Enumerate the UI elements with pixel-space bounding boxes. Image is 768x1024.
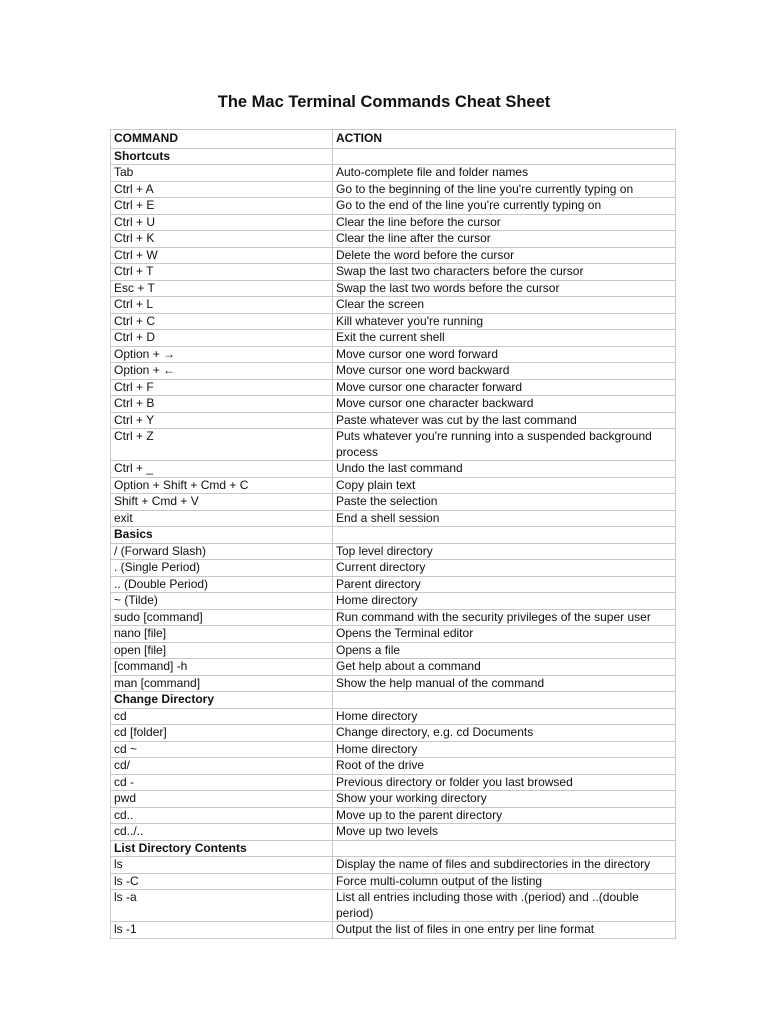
action-cell: Go to the beginning of the line you're currently typing on <box>333 181 676 198</box>
table-row <box>111 857 676 874</box>
table-row <box>111 642 676 659</box>
command-cell: Ctrl + W <box>111 247 333 264</box>
table-row <box>111 214 676 231</box>
table-row <box>111 774 676 791</box>
command-cell: Option + ← <box>111 363 333 380</box>
command-cell: Ctrl + _ <box>111 461 333 478</box>
table-row <box>111 922 676 939</box>
action-cell: Move cursor one word forward <box>333 346 676 363</box>
action-cell: Output the list of files in one entry per line format <box>333 922 676 939</box>
action-cell: Top level directory <box>333 543 676 560</box>
commands-table <box>110 129 676 939</box>
table-row <box>111 231 676 248</box>
command-cell: nano [file] <box>111 626 333 643</box>
command-cell: cd.. <box>111 807 333 824</box>
table-row <box>111 593 676 610</box>
table-row <box>111 659 676 676</box>
section-header-row <box>111 148 676 165</box>
command-cell: cd ~ <box>111 741 333 758</box>
command-cell: Ctrl + E <box>111 198 333 215</box>
table-row <box>111 560 676 577</box>
table-row <box>111 330 676 347</box>
command-cell: man [command] <box>111 675 333 692</box>
command-cell: pwd <box>111 791 333 808</box>
command-cell: Ctrl + C <box>111 313 333 330</box>
command-cell: ls <box>111 857 333 874</box>
command-cell: .. (Double Period) <box>111 576 333 593</box>
command-cell: Ctrl + Z <box>111 429 333 461</box>
command-cell: Ctrl + B <box>111 396 333 413</box>
table-row <box>111 396 676 413</box>
action-cell: Kill whatever you're running <box>333 313 676 330</box>
section-title: List Directory Contents <box>111 840 333 857</box>
table-row <box>111 725 676 742</box>
command-cell: ls -1 <box>111 922 333 939</box>
command-cell: ls -C <box>111 873 333 890</box>
command-cell: ls -a <box>111 890 333 922</box>
table-row <box>111 165 676 182</box>
table-row <box>111 247 676 264</box>
command-cell: cd - <box>111 774 333 791</box>
section-header-row <box>111 527 676 544</box>
section-empty-cell <box>333 527 676 544</box>
action-column-header: ACTION <box>333 130 676 149</box>
command-cell: cd <box>111 708 333 725</box>
action-cell: Go to the end of the line you're currently typing on <box>333 198 676 215</box>
command-cell: / (Forward Slash) <box>111 543 333 560</box>
table-row <box>111 429 676 461</box>
header-row <box>111 130 676 149</box>
action-cell: Paste whatever was cut by the last command <box>333 412 676 429</box>
action-cell: Show your working directory <box>333 791 676 808</box>
table-row <box>111 313 676 330</box>
table-row <box>111 461 676 478</box>
action-cell: Puts whatever you're running into a suspended background process <box>333 429 676 461</box>
action-cell: Exit the current shell <box>333 330 676 347</box>
command-cell: Option + → <box>111 346 333 363</box>
command-cell: Ctrl + K <box>111 231 333 248</box>
command-cell: open [file] <box>111 642 333 659</box>
command-cell: [command] -h <box>111 659 333 676</box>
table-row <box>111 494 676 511</box>
table-row <box>111 181 676 198</box>
command-cell: Ctrl + F <box>111 379 333 396</box>
action-cell: Delete the word before the cursor <box>333 247 676 264</box>
action-cell: Force multi-column output of the listing <box>333 873 676 890</box>
table-row <box>111 675 676 692</box>
action-cell: Previous directory or folder you last browsed <box>333 774 676 791</box>
table-row <box>111 758 676 775</box>
section-header-row <box>111 692 676 709</box>
action-cell: Opens the Terminal editor <box>333 626 676 643</box>
command-cell: cd [folder] <box>111 725 333 742</box>
table-row <box>111 412 676 429</box>
table-row <box>111 510 676 527</box>
action-cell: Parent directory <box>333 576 676 593</box>
command-cell: sudo [command] <box>111 609 333 626</box>
command-cell: cd../.. <box>111 824 333 841</box>
action-cell: Swap the last two characters before the cursor <box>333 264 676 281</box>
action-cell: Opens a file <box>333 642 676 659</box>
section-empty-cell <box>333 840 676 857</box>
action-cell: Move cursor one character backward <box>333 396 676 413</box>
table-row <box>111 708 676 725</box>
command-cell: exit <box>111 510 333 527</box>
command-cell: Ctrl + U <box>111 214 333 231</box>
action-cell: Clear the line before the cursor <box>333 214 676 231</box>
command-cell: Shift + Cmd + V <box>111 494 333 511</box>
page-title: The Mac Terminal Commands Cheat Sheet <box>217 93 551 111</box>
section-header-row <box>111 840 676 857</box>
command-cell: Ctrl + A <box>111 181 333 198</box>
action-cell: Move up to the parent directory <box>333 807 676 824</box>
section-title: Shortcuts <box>111 148 333 165</box>
command-cell: Ctrl + Y <box>111 412 333 429</box>
table-row <box>111 791 676 808</box>
action-cell: Root of the drive <box>333 758 676 775</box>
table-row <box>111 363 676 380</box>
action-cell: Move cursor one character forward <box>333 379 676 396</box>
command-cell: . (Single Period) <box>111 560 333 577</box>
action-cell: Change directory, e.g. cd Documents <box>333 725 676 742</box>
action-cell: Run command with the security privileges of the super user <box>333 609 676 626</box>
command-cell: ~ (Tilde) <box>111 593 333 610</box>
action-cell: Paste the selection <box>333 494 676 511</box>
command-cell: Ctrl + T <box>111 264 333 281</box>
action-cell: Clear the screen <box>333 297 676 314</box>
command-cell: Esc + T <box>111 280 333 297</box>
command-column-header: COMMAND <box>111 130 333 149</box>
section-title: Change Directory <box>111 692 333 709</box>
action-cell: Auto-complete file and folder names <box>333 165 676 182</box>
command-cell: Tab <box>111 165 333 182</box>
action-cell: Current directory <box>333 560 676 577</box>
action-cell: Home directory <box>333 593 676 610</box>
action-cell: End a shell session <box>333 510 676 527</box>
table-row <box>111 264 676 281</box>
action-cell: Display the name of files and subdirectories in the directory <box>333 857 676 874</box>
action-cell: Home directory <box>333 708 676 725</box>
command-cell: Ctrl + D <box>111 330 333 347</box>
command-cell: Ctrl + L <box>111 297 333 314</box>
table-row <box>111 477 676 494</box>
table-row <box>111 609 676 626</box>
table-row <box>111 543 676 560</box>
action-cell: Show the help manual of the command <box>333 675 676 692</box>
table-row <box>111 890 676 922</box>
table-row <box>111 576 676 593</box>
table-row <box>111 807 676 824</box>
action-cell: Home directory <box>333 741 676 758</box>
section-empty-cell <box>333 148 676 165</box>
table-row <box>111 346 676 363</box>
action-cell: Move cursor one word backward <box>333 363 676 380</box>
table-row <box>111 741 676 758</box>
action-cell: Copy plain text <box>333 477 676 494</box>
command-cell: cd/ <box>111 758 333 775</box>
table-row <box>111 297 676 314</box>
action-cell: Move up two levels <box>333 824 676 841</box>
table-row <box>111 280 676 297</box>
action-cell: Undo the last command <box>333 461 676 478</box>
action-cell: List all entries including those with .(period) and ..(double period) <box>333 890 676 922</box>
table-row <box>111 824 676 841</box>
table-row <box>111 626 676 643</box>
section-empty-cell <box>333 692 676 709</box>
action-cell: Get help about a command <box>333 659 676 676</box>
table-row <box>111 873 676 890</box>
table-row <box>111 379 676 396</box>
action-cell: Swap the last two words before the cursor <box>333 280 676 297</box>
action-cell: Clear the line after the cursor <box>333 231 676 248</box>
section-title: Basics <box>111 527 333 544</box>
table-body <box>111 148 676 938</box>
table-row <box>111 198 676 215</box>
command-cell: Option + Shift + Cmd + C <box>111 477 333 494</box>
